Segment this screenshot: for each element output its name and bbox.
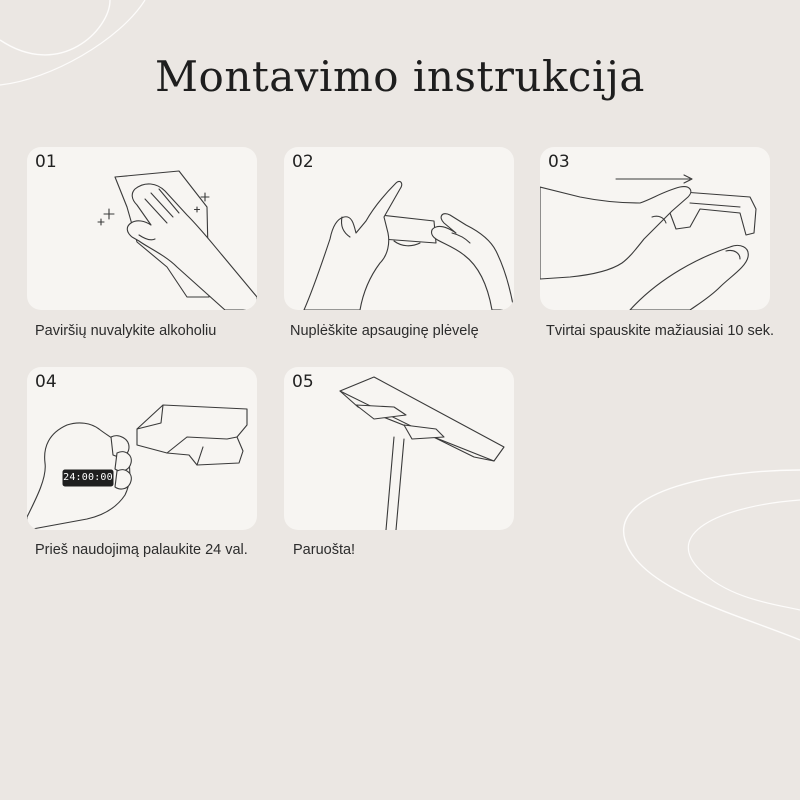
step-number: 03 <box>548 152 570 172</box>
step-card-03 <box>540 147 770 310</box>
step-number: 02 <box>292 152 314 172</box>
step-caption-02: Nuplėškite apsauginę plėvelę <box>290 323 479 339</box>
step-number: 04 <box>35 372 57 392</box>
timer-illustration <box>27 367 257 530</box>
step-card-04 <box>27 367 257 530</box>
step-card-01 <box>27 147 257 310</box>
step-number: 05 <box>292 372 314 392</box>
step-card-02 <box>284 147 514 310</box>
step-caption-05: Paruošta! <box>293 542 356 558</box>
step-number: 01 <box>35 152 57 172</box>
page-title: Montavimo instrukcija <box>155 52 645 101</box>
step-card-05 <box>284 367 514 530</box>
step-caption-04: Prieš naudojimą palaukite 24 val. <box>35 542 248 558</box>
mounted-holder-illustration <box>284 367 514 530</box>
peeling-film-illustration <box>284 147 514 310</box>
step-caption-03: Tvirtai spauskite mažiausiai 10 sek. <box>546 323 775 339</box>
wiping-hand-illustration <box>27 147 257 310</box>
timer-display: 24:00:00 <box>63 472 113 483</box>
pressing-holder-illustration <box>540 147 770 310</box>
step-caption-01: Paviršių nuvalykite alkoholiu <box>35 323 217 339</box>
